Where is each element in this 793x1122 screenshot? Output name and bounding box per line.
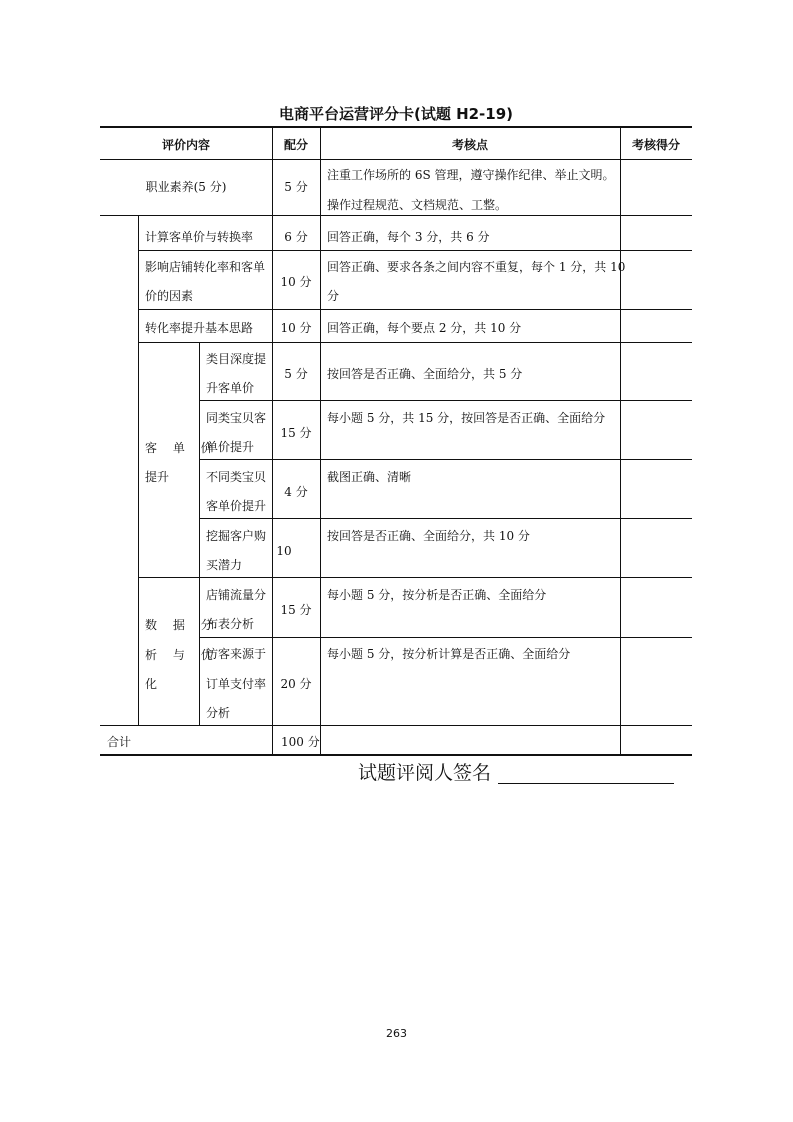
criteria-cell: 按回答是否正确、全面给分，共 10 分 [327,529,530,543]
score-cell: 4 分 [284,485,308,499]
criteria-cell: 截图正确、清晰 [327,470,412,484]
score-cell: 10 [276,544,292,558]
criteria-cell: 操作过程规范、文档规范、工整。 [327,198,508,212]
item-cell: 类目深度提 [206,352,267,366]
criteria-cell: 每小题 5 分，按分析是否正确、全面给分 [327,588,547,602]
col-line [199,342,200,725]
criteria-cell: 每小题 5 分，按分析计算是否正确、全面给分 [327,647,571,661]
score-cell: 10 分 [280,275,312,289]
score-cell: 5 分 [284,367,308,381]
criteria-cell: 回答正确，每个要点 2 分，共 10 分 [327,321,522,335]
row-line [138,342,692,343]
header-score: 配分 [283,138,308,152]
score-cell: 6 分 [284,230,308,244]
item-cell: 客单价提升 [206,499,267,513]
col-line [620,126,621,755]
col-line [138,215,139,725]
item-cell: 挖掘客户购 [206,529,267,543]
item-cell: 升客单价 [206,381,255,395]
row-line [138,577,692,578]
item-cell: 单价提升 [206,440,255,454]
criteria-cell: 回答正确、要求各条之间内容不重复，每个 1 分，共 10 [327,260,626,274]
score-cell: 10 分 [280,321,312,335]
total-score: 100 分 [281,735,320,749]
score-cell: 15 分 [280,426,312,440]
criteria-cell: 分 [327,289,340,303]
criteria-cell: 回答正确，每个 3 分，共 6 分 [327,230,490,244]
item-cell: 分析 [206,706,231,720]
table-bottom-border [100,754,692,756]
row-line [138,250,692,251]
item-cell: 计算客单价与转换率 [145,230,254,244]
score-cell: 5 分 [284,180,308,194]
group-label: 析 与 优 [145,648,219,662]
item-cell: 买潜力 [206,558,243,572]
item-cell: 影响店铺转化率和客单 [145,260,266,274]
item-cell: 价的因素 [145,289,194,303]
group-label: 数 据 分 [145,618,219,632]
header-result: 考核得分 [631,138,680,152]
row-line [138,309,692,310]
row-line [100,725,692,726]
score-cell: 15 分 [280,603,312,617]
score-cell: 20 分 [280,677,312,691]
header-criteria: 考核点 [451,138,488,152]
item-cell: 同类宝贝客 [206,411,267,425]
group-label: 客 单 价 [145,441,219,455]
item-cell: 不同类宝贝 [206,470,267,484]
criteria-cell: 每小题 5 分，共 15 分，按回答是否正确、全面给分 [327,411,606,425]
signature-label: 试题评阅人签名 [358,762,492,784]
item-cell: 转化率提升基本思路 [145,321,254,335]
page-title: 电商平台运营评分卡(试题 H2-19) [278,105,514,123]
group-label: 提升 [145,470,170,484]
item-cell: 访客来源于 [206,647,267,661]
criteria-cell: 注重工作场所的 6S 管理，遵守操作纪律、举止文明。 [327,168,615,182]
col-line [320,126,321,755]
group-label: 化 [145,677,158,691]
criteria-cell: 按回答是否正确、全面给分，共 5 分 [327,367,523,381]
item-cell: 店铺流量分 [206,588,267,602]
table-top-border [100,126,692,128]
item-professionalism: 职业素养(5 分) [145,180,227,194]
item-cell: 布表分析 [206,617,255,631]
header-bottom-line [100,159,692,160]
item-cell: 订单支付率 [206,677,267,691]
header-content: 评价内容 [161,138,210,152]
page-number: 263 [386,1027,407,1040]
signature-line[interactable] [498,783,674,784]
total-label: 合计 [107,735,132,749]
